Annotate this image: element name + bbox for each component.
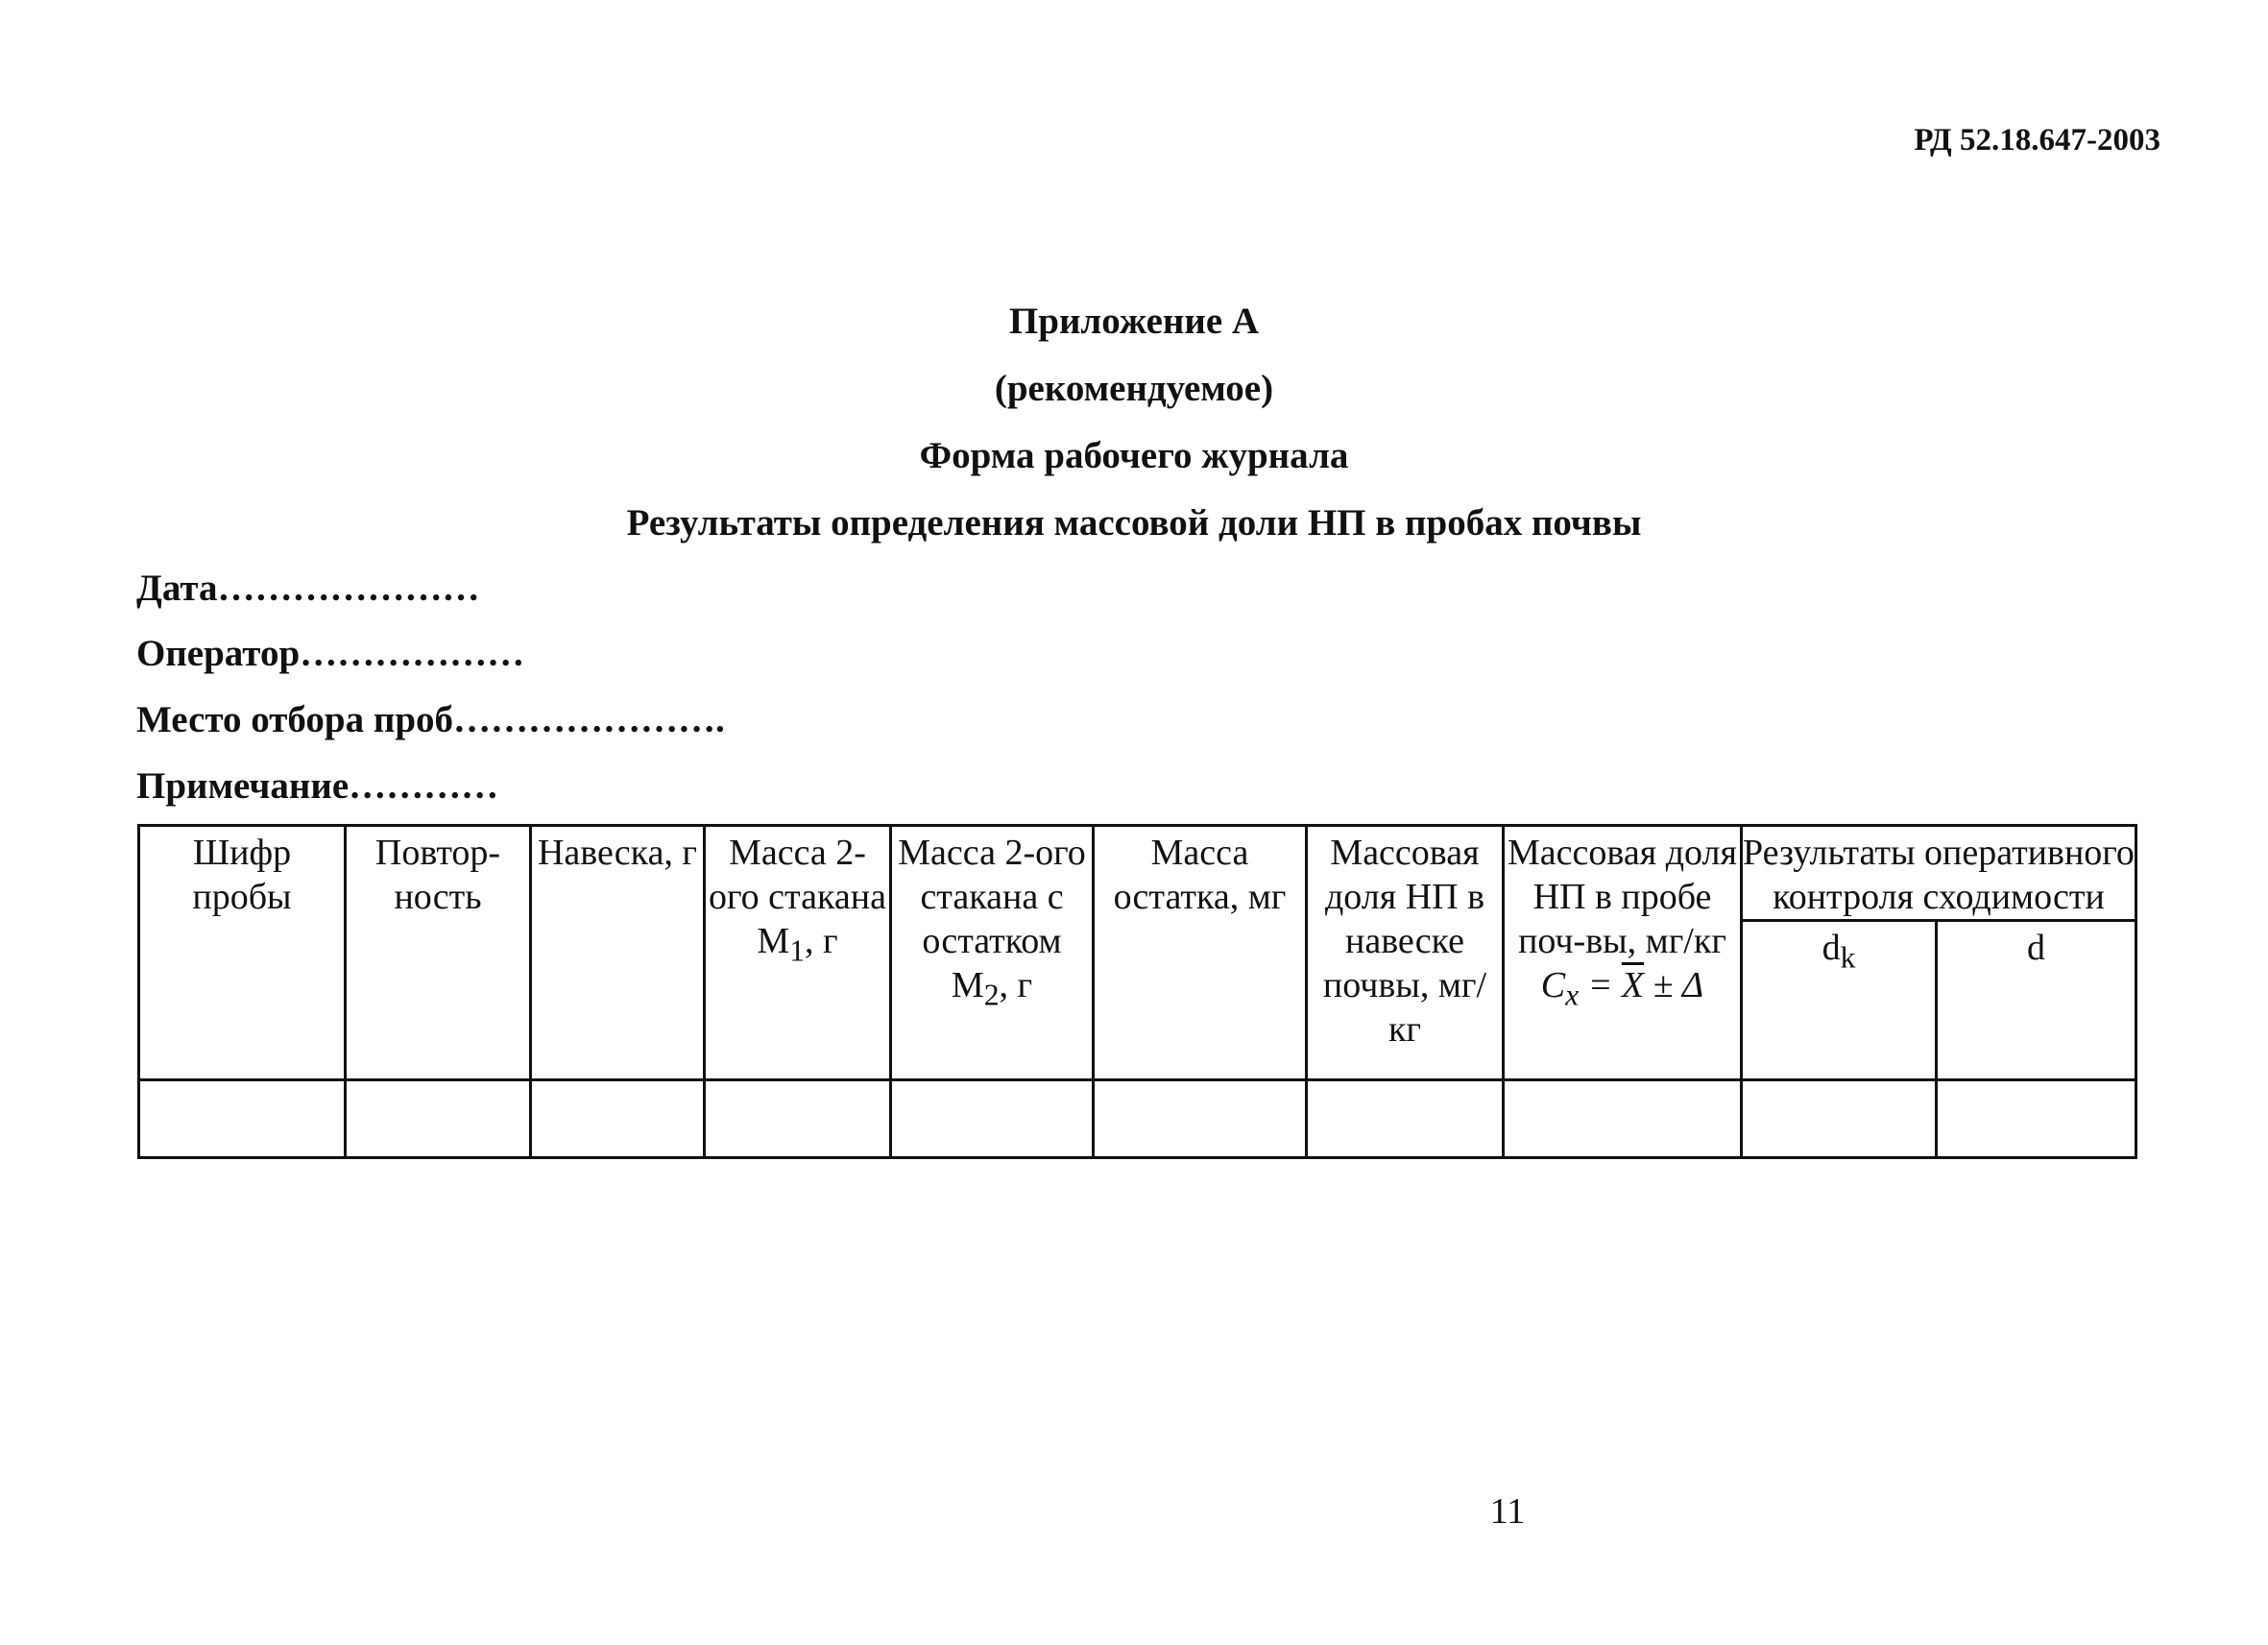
header-sample-code: Шифр пробы bbox=[139, 826, 346, 1080]
mass-beaker-residue-text: Масса 2-ого стакана с остатком M bbox=[898, 833, 1086, 1005]
page-number: 11 bbox=[1489, 1491, 1526, 1532]
table-cell[interactable] bbox=[891, 1080, 1094, 1158]
mass-beaker-residue-unit: , г bbox=[999, 965, 1033, 1005]
table-header-row bbox=[139, 826, 2136, 921]
table-cell[interactable] bbox=[1504, 1080, 1742, 1158]
table-cell[interactable] bbox=[1742, 1080, 1937, 1158]
sampling-place-field: Место отбора проб…………………. bbox=[136, 699, 725, 740]
header-results-group: Результаты оперативного контроля сходимости bbox=[1742, 826, 2136, 921]
header-fraction-weight: Массовая доля НП в навеске почвы, мг/кг bbox=[1307, 826, 1504, 1080]
header-mass-beaker-residue bbox=[891, 826, 1094, 1080]
appendix-title: Приложение А bbox=[1008, 301, 1260, 342]
header-mass-beaker bbox=[705, 826, 891, 1080]
note-field: Примечание………… bbox=[136, 765, 499, 807]
header-fraction-sample bbox=[1504, 826, 1742, 1080]
mass-beaker-residue-subscript: 2 bbox=[983, 978, 1000, 1012]
header-residue-mass: Масса остатка, мг bbox=[1094, 826, 1307, 1080]
mass-beaker-subscript: 1 bbox=[789, 933, 806, 968]
header-dk: $d_k$ bbox=[1742, 921, 1937, 1080]
table-row bbox=[139, 1080, 2136, 1158]
table-cell[interactable] bbox=[1094, 1080, 1307, 1158]
operator-field: Оператор……………… bbox=[136, 633, 525, 674]
table-cell[interactable] bbox=[705, 1080, 891, 1158]
fraction-sample-text: Массовая доля НП в пробе поч-вы, мг/кг bbox=[1508, 833, 1737, 961]
results-title: Результаты определения массовой доли НП в пробах почвы bbox=[626, 502, 1642, 544]
table-cell[interactable] bbox=[139, 1080, 346, 1158]
mass-beaker-unit: , г bbox=[805, 921, 838, 961]
document-code: РД 52.18.647-2003 bbox=[1914, 123, 2160, 157]
table-cell[interactable] bbox=[1937, 1080, 2136, 1158]
date-field: Дата………………… bbox=[136, 568, 480, 609]
header-d: d bbox=[1937, 921, 2136, 1080]
header-repeatability: Повтор-ность bbox=[346, 826, 531, 1080]
table-cell[interactable] bbox=[346, 1080, 531, 1158]
concentration-formula: $C_x = \overline{X} \pm \Delta$ bbox=[1540, 965, 1704, 1012]
header-weight: Навеска, г bbox=[531, 826, 705, 1080]
table-cell[interactable] bbox=[531, 1080, 705, 1158]
mass-beaker-text: Масса 2-ого стакана M bbox=[709, 833, 886, 961]
journal-table bbox=[137, 824, 2137, 1159]
form-name: Форма рабочего журнала bbox=[919, 435, 1349, 476]
appendix-status: (рекомендуемое) bbox=[994, 368, 1274, 409]
table-cell[interactable] bbox=[1307, 1080, 1504, 1158]
